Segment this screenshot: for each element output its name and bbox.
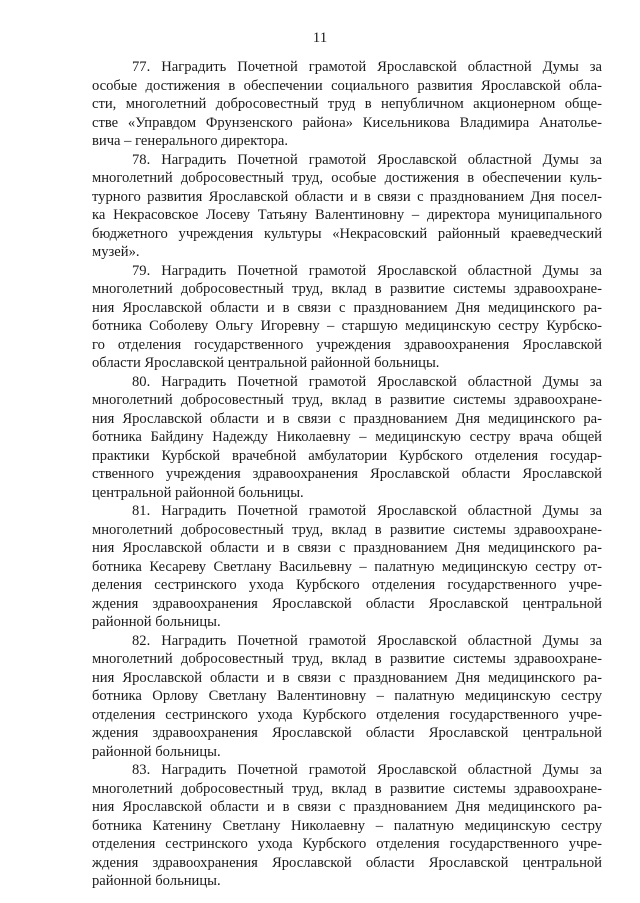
paragraph-line: вича – генерального директора. bbox=[92, 133, 288, 149]
paragraph-line: многолетний добросовестный труд, вклад в развитие системы здравоохране- bbox=[92, 521, 602, 538]
paragraph-line: многолетний добросовестный труд, вклад в развитие системы здравоохране- bbox=[92, 651, 602, 667]
paragraph-line: ботника Соболеву Ольгу Игоревну – старшую медицинскую сестру Курбско- bbox=[92, 318, 602, 334]
paragraph-line: ждения здравоохранения Ярославской области Ярославской центральной bbox=[92, 725, 602, 741]
paragraph-line: ния Ярославской области и в связи с празднованием Дня медицинского ра- bbox=[92, 669, 602, 686]
paragraph-line: отделения сестринского ухода Курбского отделения государственного учре- bbox=[92, 706, 602, 723]
paragraph-line: многолетний добросовестный труд, вклад в развитие системы здравоохране- bbox=[92, 281, 602, 297]
paragraph-line: 81. Наградить Почетной грамотой Ярославской областной Думы за bbox=[132, 503, 602, 519]
paragraph-line: ния Ярославской области и в связи с празднованием Дня медицинского ра- bbox=[92, 799, 602, 815]
paragraph-line: го отделения государственного учреждения здравоохранения Ярославской bbox=[92, 336, 602, 353]
document-body bbox=[92, 58, 602, 891]
paragraph-line: 79. Наградить Почетной грамотой Ярославской областной Думы за bbox=[132, 262, 602, 279]
paragraph-line: районной больницы. bbox=[92, 614, 221, 630]
paragraph-line: ка Некрасовское Лосеву Татьяну Валентиновну – директора муниципального bbox=[92, 207, 602, 223]
paragraph-line: 77. Наградить Почетной грамотой Ярославской областной Думы за bbox=[132, 59, 602, 75]
paragraph-line: ждения здравоохранения Ярославской области Ярославской центральной bbox=[92, 854, 602, 871]
paragraph-line: ния Ярославской области и в связи с празднованием Дня медицинского ра- bbox=[92, 540, 602, 556]
paragraph-line: особые достижения в обеспечении социального развития Ярославской обла- bbox=[92, 77, 602, 94]
paragraph-line: отделения сестринского ухода Курбского отделения государственного учре- bbox=[92, 836, 602, 852]
paragraph-line: 78. Наградить Почетной грамотой Ярославской областной Думы за bbox=[132, 151, 602, 168]
paragraph-line: турного развития Ярославской области и в связи с празднованием Дня посел- bbox=[92, 188, 602, 205]
paragraph-line: области Ярославской центральной районной больницы. bbox=[92, 355, 440, 371]
paragraph-line: ждения здравоохранения Ярославской области Ярославской центральной bbox=[92, 595, 602, 612]
award-paragraph bbox=[92, 262, 602, 373]
paragraph-line: районной больницы. bbox=[92, 743, 221, 760]
paragraph-line: ния Ярославской области и в связи с празднованием Дня медицинского ра- bbox=[92, 299, 602, 316]
award-paragraph bbox=[92, 58, 602, 151]
paragraph-line: 82. Наградить Почетной грамотой Ярославской областной Думы за bbox=[132, 632, 602, 649]
page-number: 11 bbox=[312, 30, 328, 46]
paragraph-line: 83. Наградить Почетной грамотой Ярославской областной Думы за bbox=[132, 762, 602, 778]
award-paragraph bbox=[92, 373, 602, 503]
paragraph-line: ботника Орлову Светлану Валентиновну – палатную медицинскую сестру bbox=[92, 688, 602, 704]
paragraph-line: ботника Байдину Надежду Николаевну – медицинскую сестру врача общей bbox=[92, 429, 602, 445]
paragraph-line: центральной районной больницы. bbox=[92, 484, 304, 501]
award-paragraph bbox=[92, 761, 602, 891]
paragraph-line: практики Курбской врачебной амбулатории Курбского отделения государ- bbox=[92, 447, 602, 464]
paragraph-line: деления сестринского ухода Курбского отделения государственного учре- bbox=[92, 577, 602, 593]
paragraph-line: сти, многолетний добросовестный труд в непубличном акционерном обще- bbox=[92, 96, 602, 112]
award-paragraph bbox=[92, 632, 602, 762]
paragraph-line: музей». bbox=[92, 244, 140, 260]
paragraph-line: многолетний добросовестный труд, вклад в развитие системы здравоохране- bbox=[92, 780, 602, 797]
paragraph-line: ботника Катенину Светлану Николаевну – палатную медицинскую сестру bbox=[92, 817, 602, 834]
paragraph-line: ботника Кесареву Светлану Васильевну – палатную медицинскую сестру от- bbox=[92, 558, 602, 575]
award-paragraph bbox=[92, 151, 602, 262]
paragraph-line: бюджетного учреждения культуры «Некрасовский районный краеведческий bbox=[92, 225, 602, 242]
paragraph-line: ния Ярославской области и в связи с празднованием Дня медицинского ра- bbox=[92, 410, 602, 427]
paragraph-line: 80. Наградить Почетной грамотой Ярославской областной Думы за bbox=[132, 373, 602, 390]
award-paragraph bbox=[92, 502, 602, 632]
paragraph-line: районной больницы. bbox=[92, 873, 221, 889]
paragraph-line: многолетний добросовестный труд, вклад в развитие системы здравоохране- bbox=[92, 392, 602, 408]
paragraph-line: стве «Управдом Фрунзенского района» Кисельникова Владимира Анатолье- bbox=[92, 114, 602, 131]
paragraph-line: многолетний добросовестный труд, особые достижения в обеспечении куль- bbox=[92, 170, 602, 186]
paragraph-line: ственного учреждения здравоохранения Ярославской области Ярославской bbox=[92, 466, 602, 482]
